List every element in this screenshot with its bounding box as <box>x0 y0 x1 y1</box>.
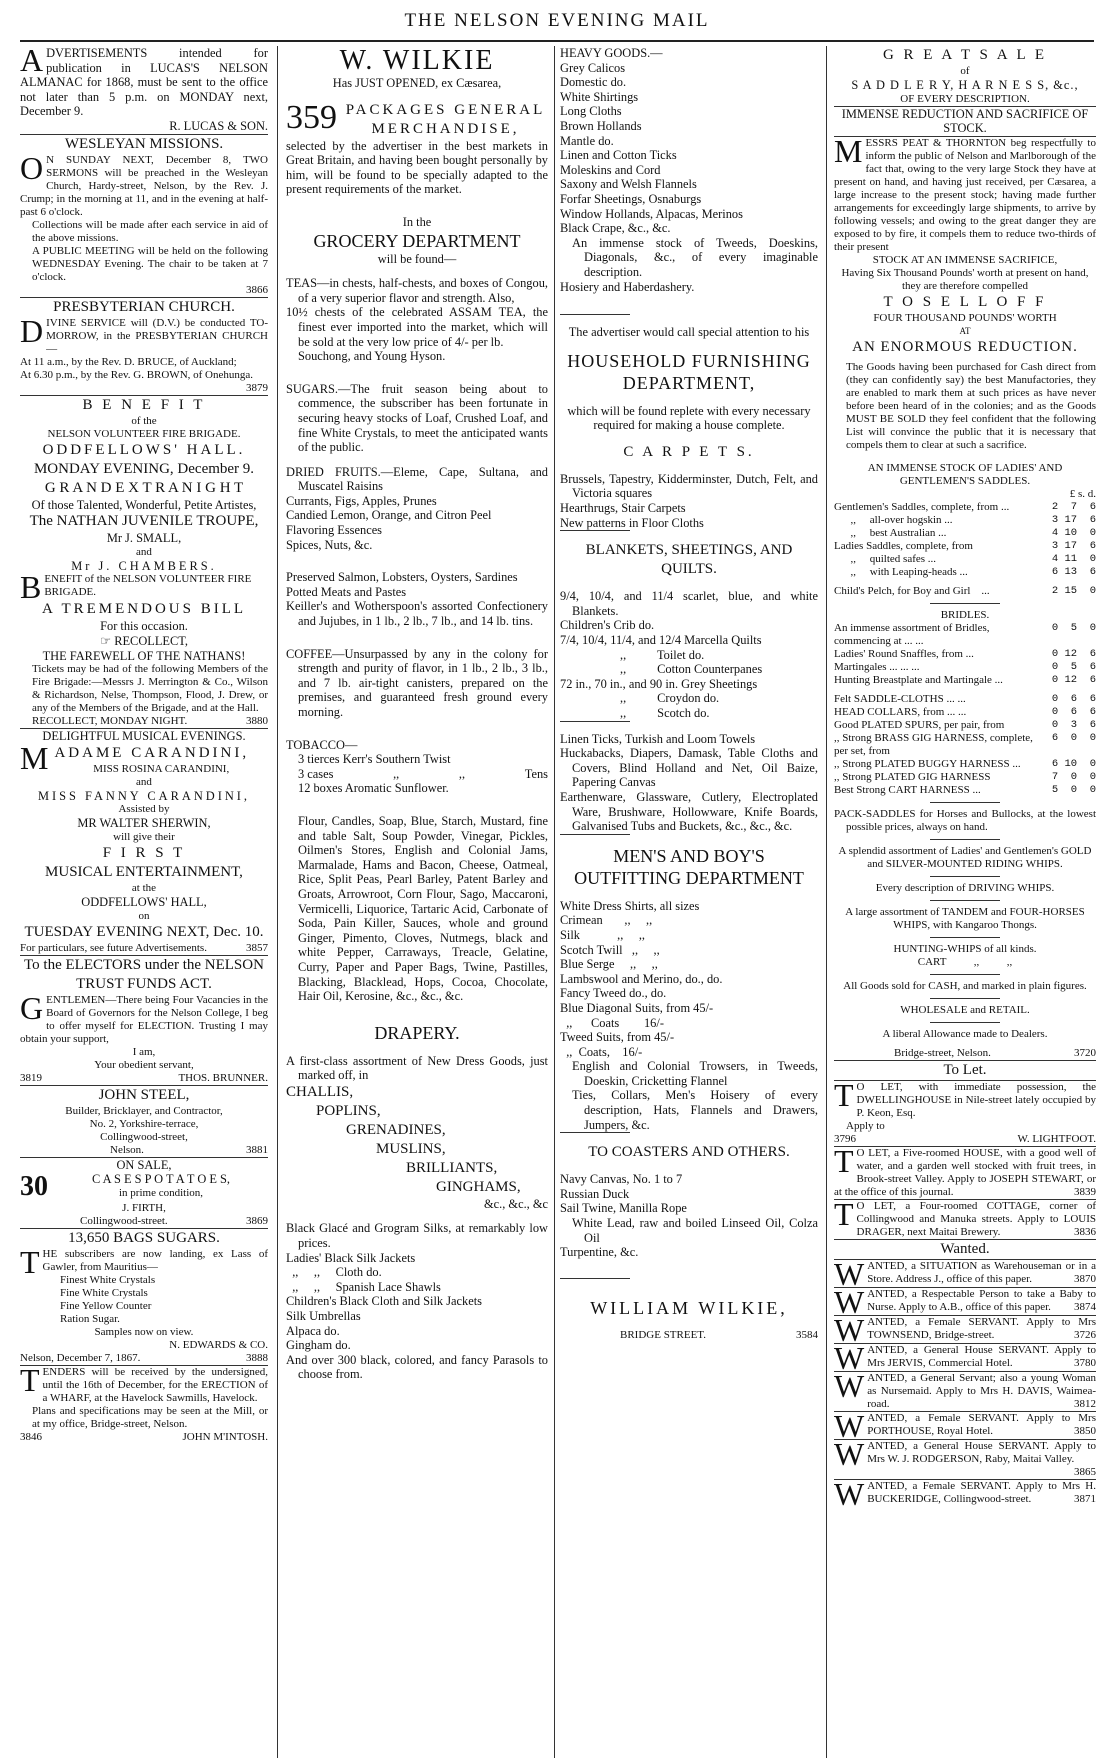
almanac-signature: R. LUCAS & SON. <box>169 118 268 133</box>
bridle-price-row: HEAD COLLARS, from ... ... 0 6 6 <box>834 705 1096 718</box>
column-3: HEAVY GOODS.— Grey Calicos Domestic do. White Shirtings Long Cloths Brown Hollands Mantle do. Linen and Cotton Ticks Moleskins and Cord Saxony and Welsh Flannels Forfar Sheetings, Osnaburgs Window Hollands, Alpacas, Merinos Black Crape, &c., &c. An immense stock of Tweeds, Doeskins, Diagonals, &c., of every imaginable description. Hosiery and Haberdashery. The advertiser would call special attention to his HOUSEHOLD FURNISHING DEPARTMENT, which will be found replete with every necessary required for making a house complete. C A R P E T S. Brussels, Tapestry, Kidderminster, Dutch, Felt, and Victoria squares Hearthrugs, Stair Carpets New patterns in Floor Cloths BLANKETS, SHEETINGS, AND QUILTS. 9/4, 10/4, and 11/4 scarlet, blue, and white Blankets. Children's Crib do. 7/4, 10/4, 11/4, and 12/4 Marcella Quilts ,, Toilet do. ,, Cotton Counterpanes 72 in., 70 in., and 90 in. Grey Sheetings ,, Croydon do. ,, Scotch do. Linen Ticks, Turkish and Loom Towels Huckabacks, Diapers, Damask, Table Cloths and Covers, Blind Holland and Net, Oil Baize, Papering Canvas Earthenware, Glassware, Cutlery, Electroplated Ware, Brushware, Hollowware, Knife Boards, Galvanised Tubs and Buckets, &c., &c., &c. MEN'S AND BOY'S OUTFITTING DEPARTMENT White Dress Shirts, all sizes Crimean ,, ,, Silk ,, ,, Scotch Twill ,, ,, Blue Serge ,, ,, Lambswool and Merino, do., do. Fancy Tweed do., do. Blue Diagonal Suits, from 45/- ,, Coats 16/- Tweed Suits, from 45/- ,, Coats, 16/- English and Colonial Trowsers, in Tweeds, Doeskin, Cricketting Flannel Ties, Collars, Men's Hoisery of every description, Hats, Flannels and Drawers, Jumpers, &c. TO COASTERS AND OTHERS. Navy Canvas, No. 1 to 7 Russian Duck Sail Twine, Manilla Rope White Lead, raw and boiled Linseed Oil, Colza Oil Turpentine, &c. WILLIAM WILKIE, BRIDGE STREET. 3584 <box>560 46 818 1341</box>
wilkie-title: W. WILKIE <box>339 46 495 76</box>
column-4: G R E A T S A L E of S A D D L E R Y, H A R N E S S, &c., OF EVERY DESCRIPTION. IMMENSE REDUCTION AND SACRIFICE OF STOCK. MESSRS PEAT & THORNTON beg respectfully to inform the public of Nelson and Marlborough of the fact that, owing to the very large Stock they have at present on hand, and having just received, per Cæsarea, a large increase to the present stock; having made further arrangements for exceedingly large shipments, to arrive by following vessels; and owing to the great danger they are exposed to by fire, it compels them to reduce two-thirds of their present STOCK AT AN IMMENSE SACRIFICE, Having Six Thousand Pounds' worth at present on hand, they are therefore compelled T O S E L L O F F FOUR THOUSAND POUNDS' WORTH AT AN ENORMOUS REDUCTION. The Goods having been purchased for Cash direct from (they can confidently say) the best Manufactories, they are enabled to mark them at such prices as have never before been heard of in the colonies; and as the Goods MUST BE SOLD they feel confident that the following List will convince the public that it is necessary that compels them to clear at such a sacrifice. AN IMMENSE STOCK OF LADIES' AND GENTLEMEN'S SADDLES. £ s. d. Gentlemen's Saddles, complete, from ... 2 7 6 ,, all-over hogskin ... 3 17 6 ,, best Australian ... 4 10 0 Ladies Saddles, complete, from 3 17 6 ,, quilted safes ... 4 11 0 ,, with Leaping-heads ... 6 13 6 Child's Pelch, for Boy and Girl ... 2 15 0 BRIDLES. An immense assortment of Bridles, commencing at ... ... 0 5 0 Ladies' Round Snaffles, from ... 0 12 6 Martingales ... ... ... 0 5 6 Hunting Breastplate and Martingale ... 0 12 6 Felt SADDLE-CLOTHS ... ... 0 6 6 HEAD COLLARS, from ... ... 0 6 6 Good PLATED SPURS, per pair, from 0 3 6 ,, Strong BRASS GIG HARNESS, complete, per set, from 6 0 0 ,, Strong PLATED BUGGY HARNESS ... 6 10 0 ,, Strong PLATED GIG HARNESS 7 0 0 Best Strong CART HARNESS ... 5 0 0 PACK-SADDLES for Horses and Bullocks, at the lowest possible prices, always on hand. A splendid assortment of Ladies' and Gentlemen's GOLD and SILVER-MOUNTED RIDING WHIPS. Every description of DRIVING WHIPS. A large assortment of TANDEM and FOUR-HORSES WHIPS, with Kangaroo Thongs. HUNTING-WHIPS of all kinds. CART ,, ,, All Goods sold for CASH, and marked in plain figures. WHOLESALE and RETAIL. A liberal Allowance made to Dealers. Bridge-street, Nelson. 3720 To Let. T O LET, with immediate possession, the DWELLINGHOUSE in Nile-street lately occupied by P. Keon, Esq. Apply to 3796 W. LIGHTFOOT. T O LET, a Five-roomed HOUSE, with a good well of water, and a garden well stocked with fruit trees, in Brook-street Valley. Apply to JOSEPH STEWART, or at the office of this journal. 3839 T O LET, a Four-roomed COTTAGE, corner of Collingwood and Manuka streets. Apply to LOUIS DRAGER, next Maitai Brewery. 3836 Wanted. WANTED, a SITUATION as Warehouseman or in a Store. Address J., office of this paper. 3870 WANTED, a Respectable Person to take a Baby to Nurse. Apply to A.B., office of this paper. 3874 WANTED, a Female SERVANT. Apply to Mrs TOWNSEND, Bridge-street. 3726 WANTED, a General House SERVANT. Apply to Mrs JERVIS, Commercial Hotel. 3780 WANTED, a General Servant; also a young Woman as Nursemaid. Apply to Mrs H. DAVIS, Waimea-road. 3812 WANTED, a Female SERVANT. Apply to Mrs PORTHOUSE, Royal Hotel. 3850 WANTED, a General House SERVANT. Apply to Mrs W. J. RODGERSON, Raby, Maitai Valley. 3865 WANTED, a Female SERVANT. Apply to Mrs H. BUCKERIDGE, Collingwood-street. 3871 <box>834 47 1096 1512</box>
saddle-price-row: ,, all-over hogskin ... 3 17 6 <box>834 513 1096 526</box>
potatoes-heading: ON SALE, <box>116 1157 172 1172</box>
almanac-ad: ADVERTISEMENTS intended for publication in LUCAS'S NELSON ALMANAC for 1868, must be sent to the office not later than 5 p.m. on MONDAY next, December 9. <box>20 46 268 119</box>
bridle-price-row: ,, Strong PLATED BUGGY HARNESS ... 6 10 0 <box>834 757 1096 770</box>
electors-heading: To the ELECTORS under the NELSON TRUST FUNDS ACT. <box>24 956 264 992</box>
to-let-ad: T O LET, with immediate possession, the DWELLINGHOUSE in Nile-street lately occupied by P. Keon, Esq. <box>834 1076 1096 1119</box>
to-let-ad: T O LET, a Four-roomed COTTAGE, corner of Collingwood and Manuka streets. Apply to LOUIS DRAGER, next Maitai Brewery. 3836 <box>834 1195 1096 1238</box>
saddle-price-row: ,, best Australian ... 4 10 0 <box>834 526 1096 539</box>
column-divider <box>277 46 278 1758</box>
presbyterian-heading: PRESBYTERIAN CHURCH. <box>53 298 235 315</box>
drapery-heading: DRAPERY. <box>374 1022 460 1043</box>
blankets-heading: BLANKETS, SHEETINGS, AND QUILTS. <box>585 542 793 578</box>
bridle-price-row: Best Strong CART HARNESS ... 5 0 0 <box>834 783 1096 796</box>
bridle-price-row: An immense assortment of Bridles, commencing at ... ... 0 5 0 <box>834 621 1096 647</box>
bridle-price-row: Hunting Breastplate and Martingale ... 0 12 6 <box>834 673 1096 686</box>
great-sale-heading: G R E A T S A L E <box>882 47 1048 63</box>
wanted-ad: WANTED, a Female SERVANT. Apply to Mrs TOWNSEND, Bridge-street. 3726 <box>834 1311 1096 1348</box>
bridle-price-row: ,, Strong BRASS GIG HARNESS, complete, per set, from 6 0 0 <box>834 731 1096 757</box>
benefit-heading: B E N E F I T <box>82 396 206 413</box>
wilkie-signature: WILLIAM WILKIE, <box>590 1297 788 1318</box>
wesleyan-heading: WESLEYAN MISSIONS. <box>64 135 224 152</box>
musical-heading: DELIGHTFUL MUSICAL EVENINGS. <box>42 729 246 744</box>
heavy-goods-heading: HEAVY GOODS.— <box>560 46 663 60</box>
steel-heading: JOHN STEEL, <box>98 1086 190 1103</box>
wanted-ad: WANTED, a General House SERVANT. Apply to Mrs W. J. RODGERSON, Raby, Maitai Valley. 3865 <box>834 1435 1096 1478</box>
bridle-price-row: Good PLATED SPURS, per pair, from 0 3 6 <box>834 718 1096 731</box>
masthead: THE NELSON EVENING MAIL <box>404 10 710 31</box>
bridle-price-row: ,, Strong PLATED GIG HARNESS 7 0 0 <box>834 770 1096 783</box>
column-divider <box>826 46 827 1758</box>
wanted-ad: WANTED, a Female SERVANT. Apply to Mrs PORTHOUSE, Royal Hotel. 3850 <box>834 1407 1096 1444</box>
masthead-rule <box>20 40 1094 42</box>
to-let-ad: T O LET, a Five-roomed HOUSE, with a good well of water, and a garden well stocked with fruit trees, in Brook-street Valley. Apply to JOSEPH STEWART, or at the office of this journal. 3839 <box>834 1142 1096 1198</box>
sugars-heading: 13,650 BAGS SUGARS. <box>68 1230 220 1247</box>
bridle-price-row: Felt SADDLE-CLOTHS ... ... 0 6 6 <box>834 692 1096 705</box>
column-divider <box>554 46 555 1758</box>
coasters-heading: TO COASTERS AND OTHERS. <box>588 1144 790 1161</box>
column-1: ADVERTISEMENTS intended for publication in LUCAS'S NELSON ALMANAC for 1868, must be sent to the office not later than 5 p.m. on MONDAY next, December 9. R. LUCAS & SON. WESLEYAN MISSIONS. O N SUNDAY NEXT, December 8, TWO SERMONS will be preached in the Wesleyan Church, Hardy-street, Nelson, by the Rev. J. Crump; in the morning at 11, and in the evening at half-past 6 o'clock. Collections will be made after each service in aid of the above missions. A PUBLIC MEETING will be held on the following WEDNESDAY Evening. The chair to be taken at 7 o'clock. 3866 PRESBYTERIAN CHURCH. DIVINE SERVICE will (D.V.) be conducted TO-MORROW, in the PRESBYTERIAN CHURCH— At 11 a.m., by the Rev. D. BRUCE, of Auckland; At 6.30 p.m., by the Rev. G. BROWN, of Onehunga. 3879 B E N E F I T of the NELSON VOLUNTEER FIRE BRIGADE. ODDFELLOWS' HALL. MONDAY EVENING, December 9. G R A N D E X T R A N I G H T Of those Talented, Wonderful, Petite Artistes, The NATHAN JUVENILE TROUPE, Mr J. SMALL, and Mr J. CHAMBERS. BENEFIT of the NELSON VOLUNTEER FIRE BRIGADE. A TREMENDOUS BILL For this occasion. ☞ RECOLLECT, THE FAREWELL OF THE NATHANS! Tickets may be had of the following Members of the Fire Brigade:—Messrs J. Merrington & Co., Wilson & Richardson, Nelse, Thompson, Flood, J. Drew, or any of the Members of the Brigade, and at the Hall. RECOLLECT, MONDAY NIGHT. 3880 DELIGHTFUL MUSICAL EVENINGS. MADAME CARANDINI, MISS ROSINA CARANDINI, and MISS FANNY CARANDINI, Assisted by MR WALTER SHERWIN, will give their F I R S T MUSICAL ENTERTAINMENT, at the ODDFELLOWS' HALL, on TUESDAY EVENING NEXT, Dec. 10. For particulars, see future Advertisements. 3857 To the ELECTORS under the NELSON TRUST FUNDS ACT. GENTLEMEN—There being Four Vacancies in the Board of Governors for the Nelson College, I beg to offer myself for ELECTION. Trusting I may obtain your support, I am, Your obedient servant, 3819 THOS. BRUNNER. JOHN STEEL, Builder, Bricklayer, and Contractor, No. 2, Yorkshire-terrace, Collingwood-street, Nelson. 3881 ON SALE, 30 C A S E S P O T A T O E S, in prime condition, J. FIRTH, Collingwood-street. 3869 13,650 BAGS SUGARS. THE subscribers are now landing, ex Lass of Gawler, from Mauritius— Finest White Crystals Fine White Crystals Fine Yellow Counter Ration Sugar. Samples now on view. N. EDWARDS & CO. Nelson, December 7, 1867. 3888 TENDERS will be received by the undersigned, until the 16th of December, for the ERECTION of a WHARF, at the Havelock Sawmills, Havelock. Plans and specifications may be seen at the Mill, or at my office, Bridge-street, Nelson. 3846 JOHN M'INTOSH. <box>20 46 268 1444</box>
mens-outfitting-heading: MEN'S AND BOY'S OUTFITTING DEPARTMENT <box>574 845 804 888</box>
household-heading: HOUSEHOLD FURNISHING DEPARTMENT, <box>567 350 811 393</box>
saddle-price-row: ,, with Leaping-heads ... 6 13 6 <box>834 565 1096 578</box>
presbyterian-ad: DIVINE SERVICE will (D.V.) be conducted TO-MORROW, in the PRESBYTERIAN CHURCH— <box>20 312 268 355</box>
bridle-price-row: Ladies' Round Snaffles, from ... 0 12 6 <box>834 647 1096 660</box>
saddle-price-row: Ladies Saddles, complete, from 3 17 6 <box>834 539 1096 552</box>
column-2: W. WILKIE Has JUST OPENED, ex Cæsarea, 359 PACKAGES GENERAL MERCHANDISE, selected by the advertiser in the best markets in Great Britain, and having been bought personally by him, will be found to be specially adapted to the present requirements of the market. In the GROCERY DEPARTMENT will be found— TEAS—in chests, half-chests, and boxes of Congou, of a very superior flavor and strength. Also, 10½ chests of the celebrated ASSAM TEA, the finest ever imported into the market, which will be sold at the very low price of 4/- per lb. Souchong, and Young Hyson. SUGARS.—The fruit season being about to commence, the subscriber has been fortunate in securing heavy stocks of Loaf, Crushed Loaf, and fine White Crystals, to meet the anticipated wants of the public. DRIED FRUITS.—Eleme, Cape, Sultana, and Muscatel Raisins Currants, Figs, Apples, Prunes Candied Lemon, Orange, and Citron Peel Flavoring Essences Spices, Nuts, &c. Preserved Salmon, Lobsters, Oysters, Sardines Potted Meats and Pastes Keiller's and Wotherspoon's assorted Confectionery and Jujubes, in 1 lb., 2 lb., 7 lb., and 14 lb. tins. COFFEE—Unsurpassed by any in the colony for strength and purity of flavor, in 1 lb., 2 lb., 3 lb., and 7 lb. air-tight canisters, prepared on the premises, and guaranteed fresh ground every morning. TOBACCO— 3 tierces Kerr's Southern Twist 3 cases ,, ,, Tens 12 boxes Aromatic Sunflower. Flour, Candles, Soap, Blue, Starch, Mustard, fine and table Salt, Soup Powder, Vinegar, Pickles, Oilmen's Stores, English and Colonial Jams, Marmalade, Hams and Bacon, Cheese, Oatmeal, Rice, Split Peas, Pearl Barley, Patent Barley and Groats, Arrowroot, Corn Flour, Sago, Maccaroni, Vermicelli, Liquorice, Tartaric Acid, Carbonate of Soda, Pain Killer, Sauces, whole and ground Ginger, Pimento, Cloves, Nutmegs, black and white Pepper, Carraways, Treacle, Gelatine, Curry, Paper and Paper Bags, Twine, Pastilles, Blacking, Blacklead, Hops, Cocoa, Chocolate, Hair Oil, Kerosine, &c., &c., &c. DRAPERY. A first-class assortment of New Dress Goods, just marked off, in CHALLIS, POPLINS, GRENADINES, MUSLINS, BRILLIANTS, GINGHAMS, &c., &c., &c Black Glacé and Grogram Silks, at remarkably low prices. Ladies' Black Silk Jackets ,, ,, Cloth do. ,, ,, Spanish Lace Shawls Children's Black Cloth and Silk Jackets Silk Umbrellas Alpaca do. Gingham do. And over 300 black, colored, and fancy Parasols to choose from. <box>286 46 548 1382</box>
saddle-price-row: Gentlemen's Saddles, complete, from ... 2 7 6 <box>834 500 1096 513</box>
to-let-heading: To Let. <box>943 1061 987 1078</box>
bridle-price-row: Martingales ... ... ... 0 5 6 <box>834 660 1096 673</box>
wesleyan-ad: O N SUNDAY NEXT, December 8, TWO SERMONS will be preached in the Wesleyan Church, Hardy-street, Nelson, by the Rev. J. Crump; in the morning at 11, and in the evening at half-past 6 o'clock. <box>20 149 268 218</box>
wanted-ad: WANTED, a General Servant; also a young Woman as Nursemaid. Apply to Mrs H. DAVIS, Waimea-road. 3812 <box>834 1367 1096 1410</box>
saddle-price-row: ,, quilted safes ... 4 11 0 <box>834 552 1096 565</box>
carpets-heading: C A R P E T S. <box>623 443 755 460</box>
wanted-ad: WANTED, a SITUATION as Warehouseman or in a Store. Address J., office of this paper. 3870 <box>834 1255 1096 1292</box>
wanted-heading: Wanted. <box>940 1240 990 1257</box>
wanted-ad: WANTED, a General House SERVANT. Apply to Mrs JERVIS, Commercial Hotel. 3780 <box>834 1339 1096 1376</box>
wanted-ad: WANTED, a Respectable Person to take a Baby to Nurse. Apply to A.B., office of this paper. 3874 <box>834 1283 1096 1320</box>
wanted-ad: WANTED, a Female SERVANT. Apply to Mrs H. BUCKERIDGE, Collingwood-street. 3871 <box>834 1475 1096 1512</box>
saddle-price-row: Child's Pelch, for Boy and Girl ... 2 15 0 <box>834 584 1096 597</box>
grocery-heading: GROCERY DEPARTMENT <box>313 230 521 251</box>
